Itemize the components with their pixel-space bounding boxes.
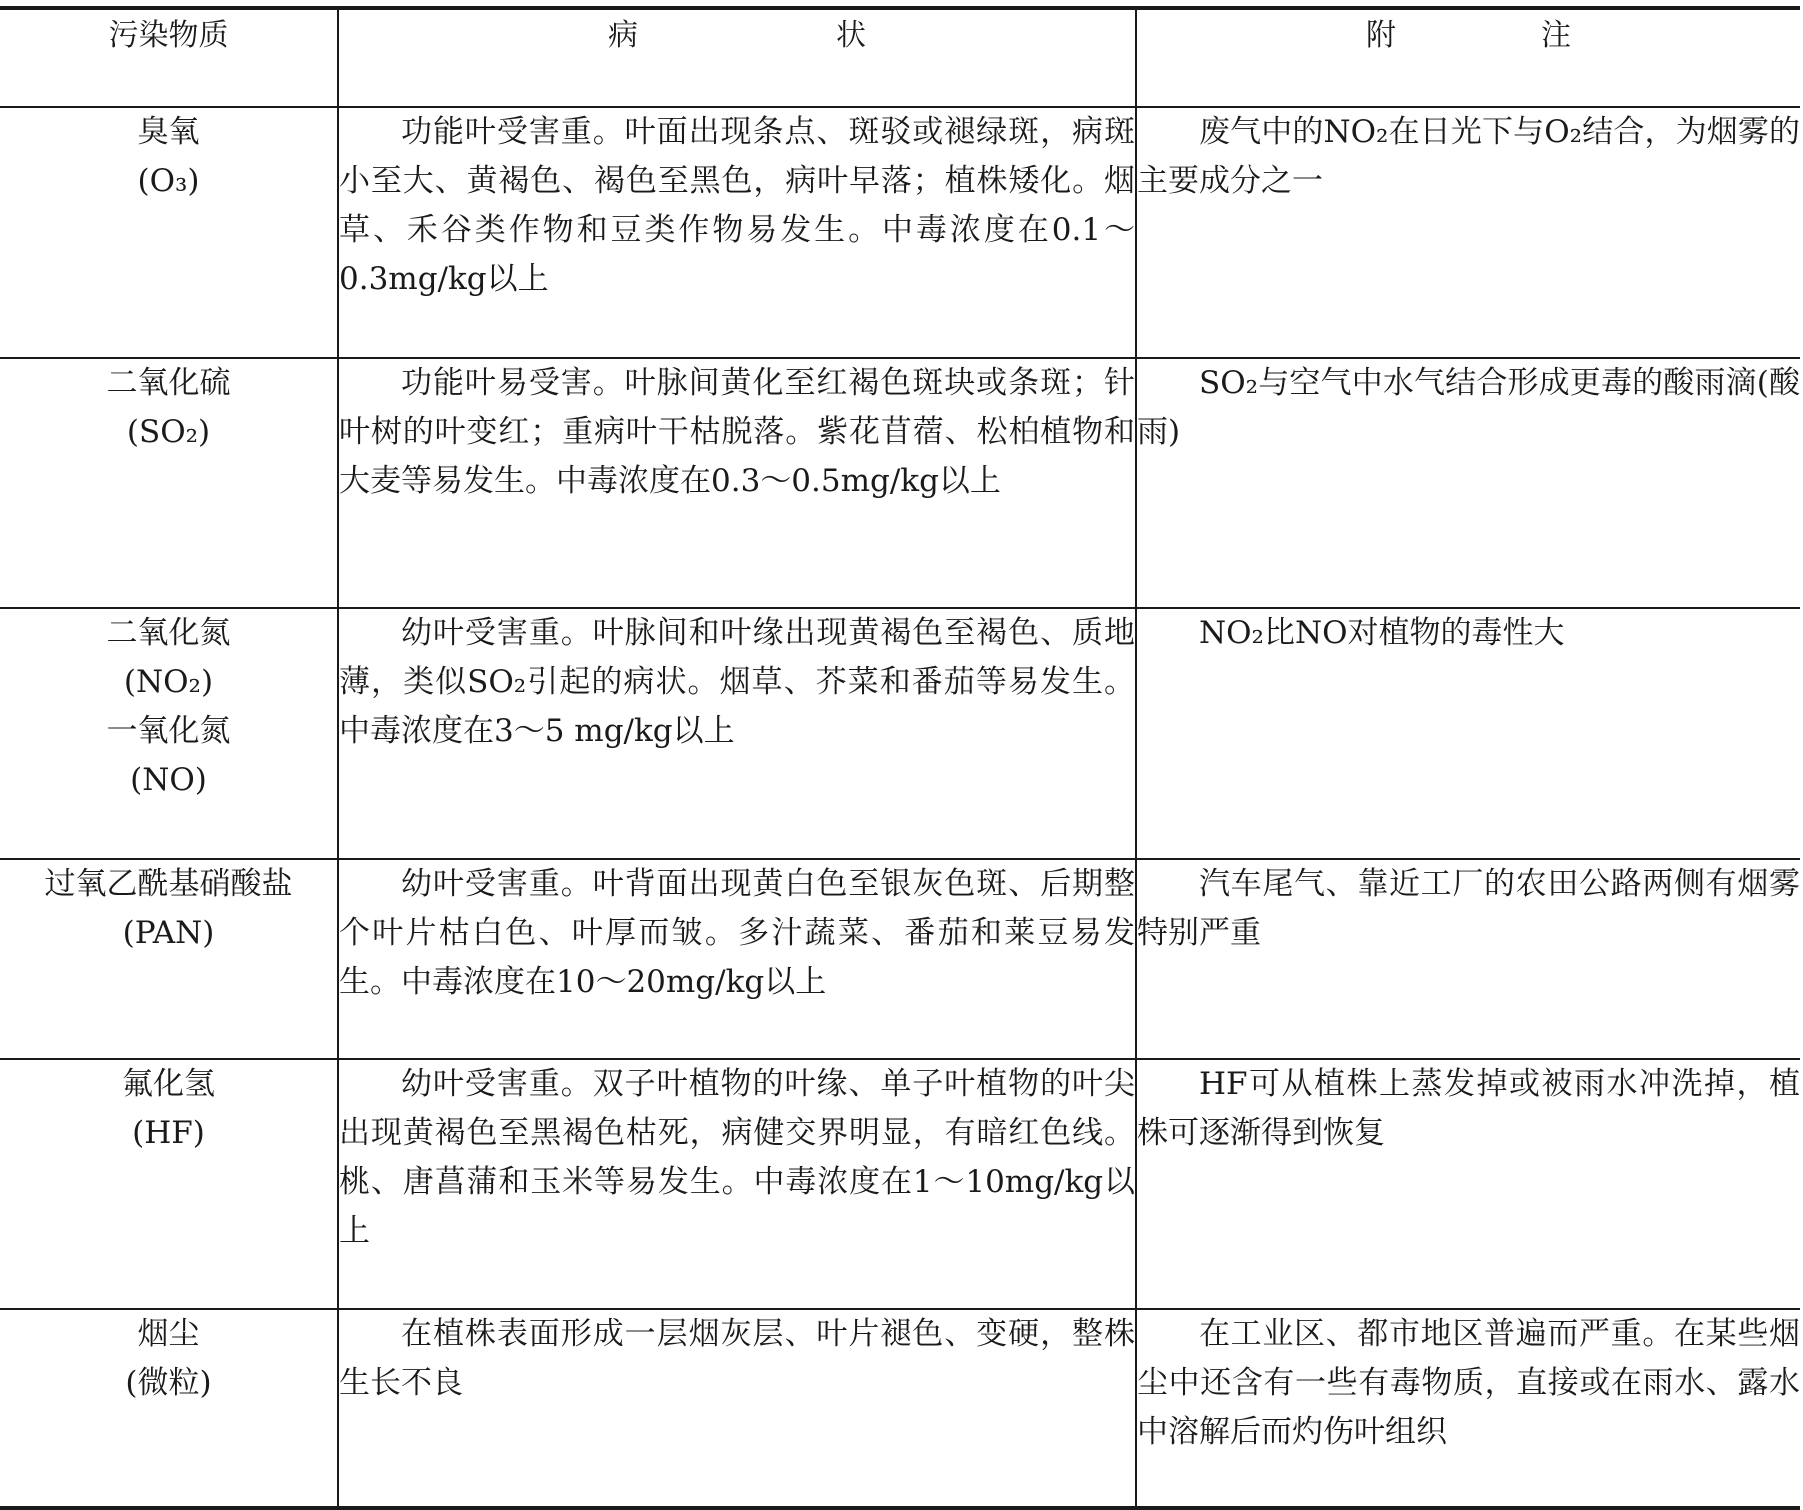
header-symptom-char-2: 状	[836, 18, 866, 53]
note-text: 汽车尾气、靠近工厂的农田公路两侧有烟雾特别严重	[1137, 866, 1800, 951]
symptom-cell	[338, 358, 1136, 608]
note-cell	[1136, 1309, 1800, 1508]
note-cell	[1136, 1059, 1800, 1309]
symptom-cell	[338, 1309, 1136, 1508]
header-notes	[1136, 8, 1800, 107]
note-text: 在工业区、都市地区普遍而严重。在某些烟尘中还含有一些有毒物质，直接或在雨水、露水中溶解后而灼伤叶组织	[1137, 1316, 1800, 1450]
note-cell	[1136, 608, 1800, 859]
substance-formula: (O₃)	[137, 163, 200, 199]
substance-name: 二氧化氮	[106, 615, 231, 651]
note-text: SO₂与空气中水气结合形成更毒的酸雨滴(酸雨)	[1137, 365, 1800, 450]
symptom-cell	[338, 1059, 1136, 1309]
symptom-text: 在植株表面形成一层烟灰层、叶片褪色、变硬，整株生长不良	[339, 1316, 1135, 1401]
pollutant-symptom-table	[0, 6, 1800, 1510]
substance-cell	[0, 1309, 338, 1508]
substance-formula: (微粒)	[125, 1365, 212, 1401]
symptom-text: 功能叶受害重。叶面出现条点、斑驳或褪绿斑，病斑小至大、黄褐色、褐色至黑色，病叶早落；植株矮化。烟草、禾谷类作物和豆类作物易发生。中毒浓度在0.1～0.3mg/kg以上	[339, 114, 1135, 297]
substance-formula: (PAN)	[122, 915, 215, 951]
note-cell	[1136, 358, 1800, 608]
symptom-text: 幼叶受害重。叶脉间和叶缘出现黄褐色至褐色、质地薄，类似SO₂引起的病状。烟草、芥菜和番茄等易发生。中毒浓度在3～5 mg/kg以上	[339, 615, 1135, 749]
symptom-text: 幼叶受害重。叶背面出现黄白色至银灰色斑、后期整个叶片枯白色、叶厚而皱。多汁蔬菜、番茄和莱豆易发生。中毒浓度在10～20mg/kg以上	[339, 866, 1135, 1000]
note-cell	[1136, 107, 1800, 358]
substance-formula: (HF)	[132, 1115, 205, 1151]
header-symptom	[338, 8, 1136, 107]
table-row	[0, 1059, 1800, 1309]
header-row	[0, 8, 1800, 107]
substance-formula: (SO₂)	[126, 414, 211, 450]
substance-cell	[0, 107, 338, 358]
substance-formula: (NO₂)	[123, 664, 214, 700]
header-substance	[0, 8, 338, 107]
table-row	[0, 859, 1800, 1059]
substance-cell	[0, 358, 338, 608]
table-row	[0, 608, 1800, 859]
note-text: HF可从植株上蒸发掉或被雨水冲洗掉，植株可逐渐得到恢复	[1137, 1066, 1800, 1151]
substance-cell	[0, 608, 338, 859]
substance-name-secondary: 一氧化氮	[106, 713, 231, 749]
header-notes-char-1: 附	[1366, 18, 1396, 53]
substance-name: 臭氧	[137, 114, 200, 150]
symptom-cell	[338, 107, 1136, 358]
substance-formula-secondary: (NO)	[130, 762, 207, 798]
header-notes-char-2: 注	[1541, 18, 1571, 53]
substance-name: 氟化氢	[122, 1066, 215, 1102]
substance-name: 过氧乙酰基硝酸盐	[44, 866, 293, 902]
symptom-cell	[338, 608, 1136, 859]
substance-cell	[0, 859, 338, 1059]
table-row	[0, 107, 1800, 358]
note-cell	[1136, 859, 1800, 1059]
header-symptom-char-1: 病	[608, 18, 638, 53]
symptom-text: 幼叶受害重。双子叶植物的叶缘、单子叶植物的叶尖出现黄褐色至黑褐色枯死，病健交界明显，有暗红色线。桃、唐菖蒲和玉米等易发生。中毒浓度在1～10mg/kg以上	[339, 1066, 1135, 1249]
header-substance-label: 污染物质	[108, 18, 229, 53]
note-text: NO₂比NO对植物的毒性大	[1199, 615, 1565, 651]
table-row	[0, 1309, 1800, 1508]
symptom-text: 功能叶易受害。叶脉间黄化至红褐色斑块或条斑；针叶树的叶变红；重病叶干枯脱落。紫花苜蓿、松柏植物和大麦等易发生。中毒浓度在0.3～0.5mg/kg以上	[339, 365, 1135, 499]
note-text: 废气中的NO₂在日光下与O₂结合，为烟雾的主要成分之一	[1137, 114, 1800, 199]
substance-cell	[0, 1059, 338, 1309]
table-row	[0, 358, 1800, 608]
substance-name: 烟尘	[137, 1316, 200, 1352]
substance-name: 二氧化硫	[106, 365, 231, 401]
symptom-cell	[338, 859, 1136, 1059]
